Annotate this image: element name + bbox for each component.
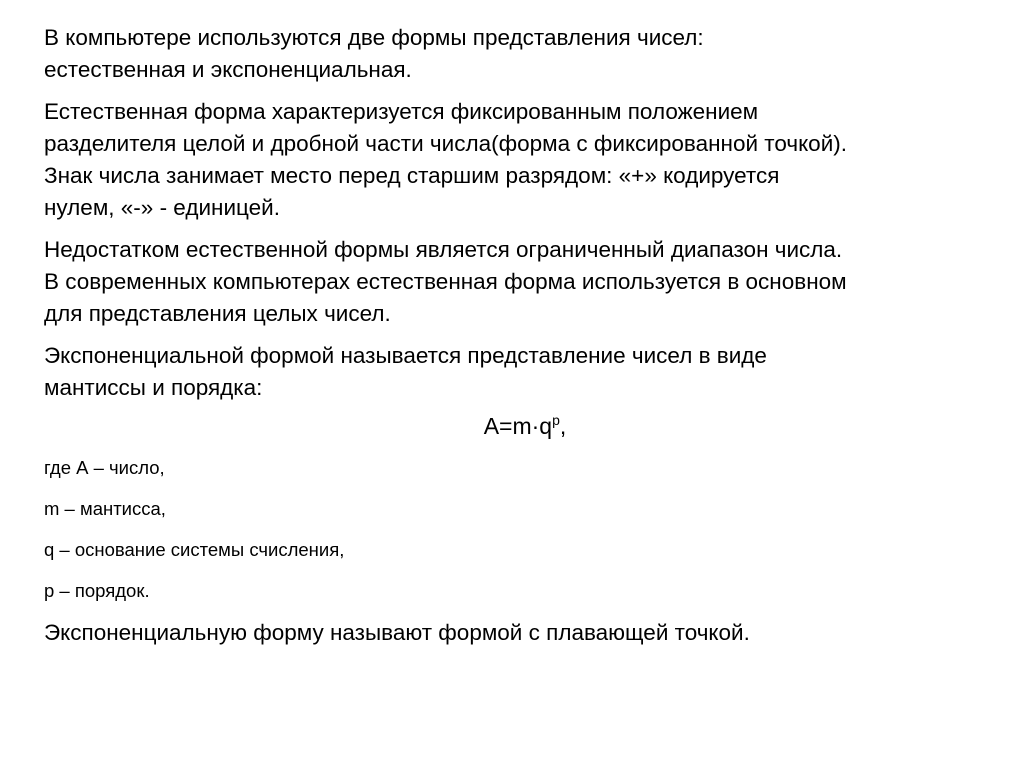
text-line: В современных компьютерах естественная форма используется в основном	[44, 269, 847, 294]
formula-base: A=m·q	[483, 413, 553, 439]
text-line: для представления целых чисел.	[44, 301, 391, 326]
definition-a: где А – число,	[44, 457, 165, 478]
text-line: Естественная форма характеризуется фиксированным положением	[44, 99, 759, 124]
definition-m: m – мантисса,	[44, 498, 166, 519]
formula	[44, 410, 984, 442]
paragraph-drawback	[44, 234, 984, 330]
paragraph-exponential-form	[44, 340, 984, 404]
text-line: нулем, «-» - единицей.	[44, 195, 280, 220]
formula-trail: ,	[559, 413, 567, 439]
paragraph-natural-form	[44, 96, 984, 224]
paragraph-closing: Экспоненциальную форму называют формой с плавающей точкой.	[44, 620, 750, 645]
paragraph-intro	[44, 22, 984, 86]
definition-q: q – основание системы счисления,	[44, 539, 345, 560]
formula-exponent: p	[552, 412, 560, 428]
text-line: Знак числа занимает место перед старшим разрядом: «+» кодируется	[44, 163, 780, 188]
text-line: естественная и экспоненциальная.	[44, 57, 412, 82]
text-line: мантиссы и порядка:	[44, 375, 263, 400]
text-line: разделителя целой и дробной части числа(форма с фиксированной точкой).	[44, 131, 848, 156]
text-line: В компьютере используются две формы представления чисел:	[44, 25, 704, 50]
slide-content	[44, 22, 984, 659]
text-line: Экспоненциальной формой называется представление чисел в виде	[44, 343, 767, 368]
definition-p: p – порядок.	[44, 580, 150, 601]
text-line: Недостатком естественной формы является ограниченный диапазон числа.	[44, 237, 843, 262]
